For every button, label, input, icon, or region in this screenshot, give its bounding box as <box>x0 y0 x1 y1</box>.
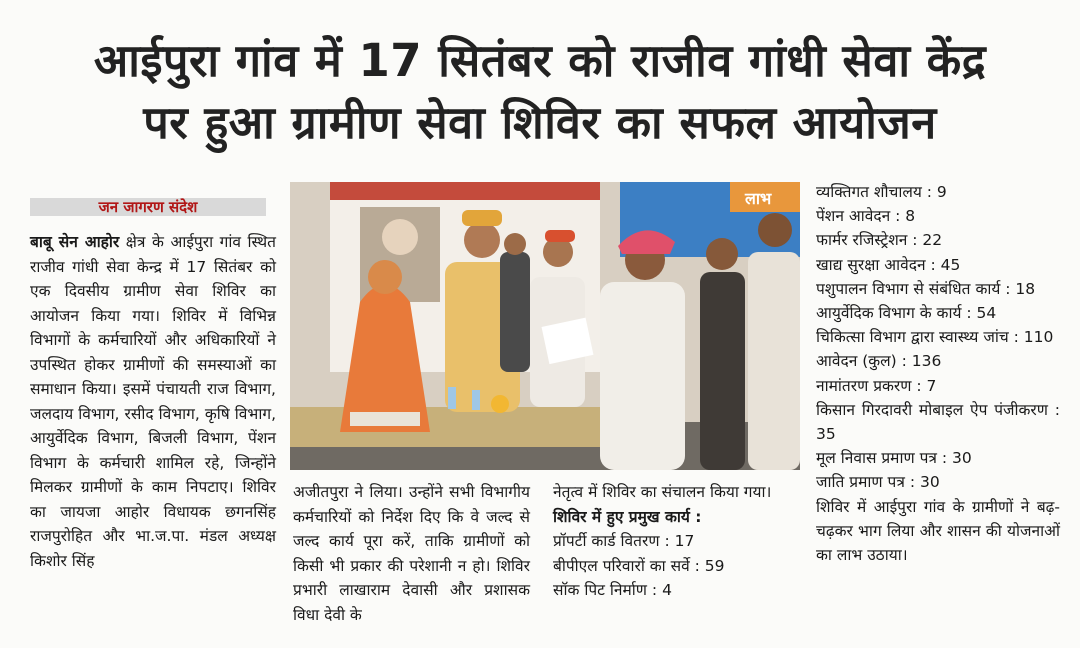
headline-line-2: पर हुआ ग्रामीण सेवा शिविर का सफल आयोजन <box>143 96 937 149</box>
photo-person-right-1-head <box>706 238 738 270</box>
photo-person-bg-2-head <box>504 233 526 255</box>
event-photo <box>290 182 800 470</box>
work-item: व्यक्तिगत शौचालय : 9 <box>816 183 947 201</box>
work-item: चिकित्सा विभाग द्वारा स्वास्थ्य जांच : 110 <box>816 328 1054 347</box>
headline <box>0 30 1080 154</box>
work-item: मूल निवास प्रमाण पत्र : 30 <box>816 449 972 468</box>
works-heading: शिविर में हुए प्रमुख कार्य : <box>553 507 702 526</box>
work-item: खाद्य सुरक्षा आवेदन : 45 <box>816 255 961 274</box>
byline: बाबू सेन आहोर <box>30 233 120 251</box>
work-item: नामांतरण प्रकरण : 7 <box>816 376 937 395</box>
work-item: प्रॉपर्टी कार्ड वितरण : 17 <box>553 532 695 550</box>
article-column-4 <box>816 180 1060 567</box>
photo-portrait-face <box>382 219 418 255</box>
closing-paragraph: शिविर में आईपुरा गांव के ग्रामीणों ने बढ़-चढ़कर भाग लिया और शासन की योजनाओं का लाभ उठाया। <box>816 497 1060 565</box>
work-item: किसान गिरदावरी मोबाइल ऐप पंजीकरण : 35 <box>816 400 1060 444</box>
photo-flowers <box>491 395 509 413</box>
article-column-3 <box>553 480 793 603</box>
work-item: आवेदन (कुल) : 136 <box>816 352 942 371</box>
photo-person-right-2-head <box>758 213 792 247</box>
photo-table <box>290 407 620 447</box>
column-2-text: अजीतपुरा ने लिया। उन्होंने सभी विभागीय कर्मचारियों को निर्देश दिए कि वे जल्द से जल्द कार्य पूरा करें, ताकि ग्रामीणों को किसी भी प्रकार की परेशानी न हो। शिविर प्रभारी लाखाराम देवासी और प्रशासक विधा देवी के <box>293 483 530 624</box>
photo-person-woman-head <box>368 260 402 294</box>
photo-bottle-1 <box>448 387 456 409</box>
photo-person-right-1 <box>700 272 745 470</box>
camp-photo-illustration <box>290 182 800 470</box>
newspaper-credit: जन जागरण संदेश <box>30 198 266 216</box>
photo-person-official-head <box>464 222 500 258</box>
photo-person-villager <box>600 282 685 470</box>
work-item: बीपीएल परिवारों का सर्वे : 59 <box>553 556 725 575</box>
work-item: पशुपालन विभाग से संबंधित कार्य : 18 <box>816 279 1036 298</box>
work-item: पेंशन आवेदन : 8 <box>816 207 916 226</box>
work-item: आयुर्वेदिक विभाग के कार्य : 54 <box>816 304 997 323</box>
article-lead <box>30 230 276 573</box>
photo-person-right-2 <box>748 252 800 470</box>
column-3-intro: नेतृत्व में शिविर का संचालन किया गया। <box>553 483 772 501</box>
lead-text: क्षेत्र के आईपुरा गांव स्थित राजीव गांधी सेवा केन्द्र में 17 सितंबर को एक दिवसीय ग्रामीण सेवा शिविर का आयोजन किया गया। शिविर में विभिन्न विभागों के कर्मचारियों और अधिकारियों ने उपस्थित होकर ग्रामीणों की समस्याओं का समाधान किया। इसमें पंचायती राज विभाग, जलदाय विभाग, रसीद विभाग, कृषि विभाग, आयुर्वेदिक विभाग, बिजली विभाग, पेंशन विभाग के कर्मचारी शामिल रहे, जिन्होंने मिलकर ग्रामीणों के काम निपटाए। शिविर का जायजा आहोर विधायक छगनसिंह राजपुरोहित और भा.ज.पा. मंडल अध्यक्ष किशोर सिंह <box>30 233 277 570</box>
photo-bottle-2 <box>472 390 480 410</box>
work-item: सॉक पिट निर्माण : 4 <box>553 581 672 599</box>
article-column-2 <box>293 480 530 627</box>
photo-person-bg-2 <box>500 252 530 372</box>
photo-papers <box>350 412 420 426</box>
photo-turban-2 <box>545 230 575 242</box>
photo-banner-text: लाभ <box>745 189 772 208</box>
photo-turban-1 <box>462 210 502 226</box>
work-item: फार्मर रजिस्ट्रेशन : 22 <box>816 231 943 250</box>
work-item: जाति प्रमाण पत्र : 30 <box>816 473 940 492</box>
photo-banner-strip <box>330 182 600 200</box>
headline-line-1: आईपुरा गांव में 17 सितंबर को राजीव गांधी सेवा केंद्र <box>93 34 987 87</box>
article-column-1 <box>30 230 276 573</box>
